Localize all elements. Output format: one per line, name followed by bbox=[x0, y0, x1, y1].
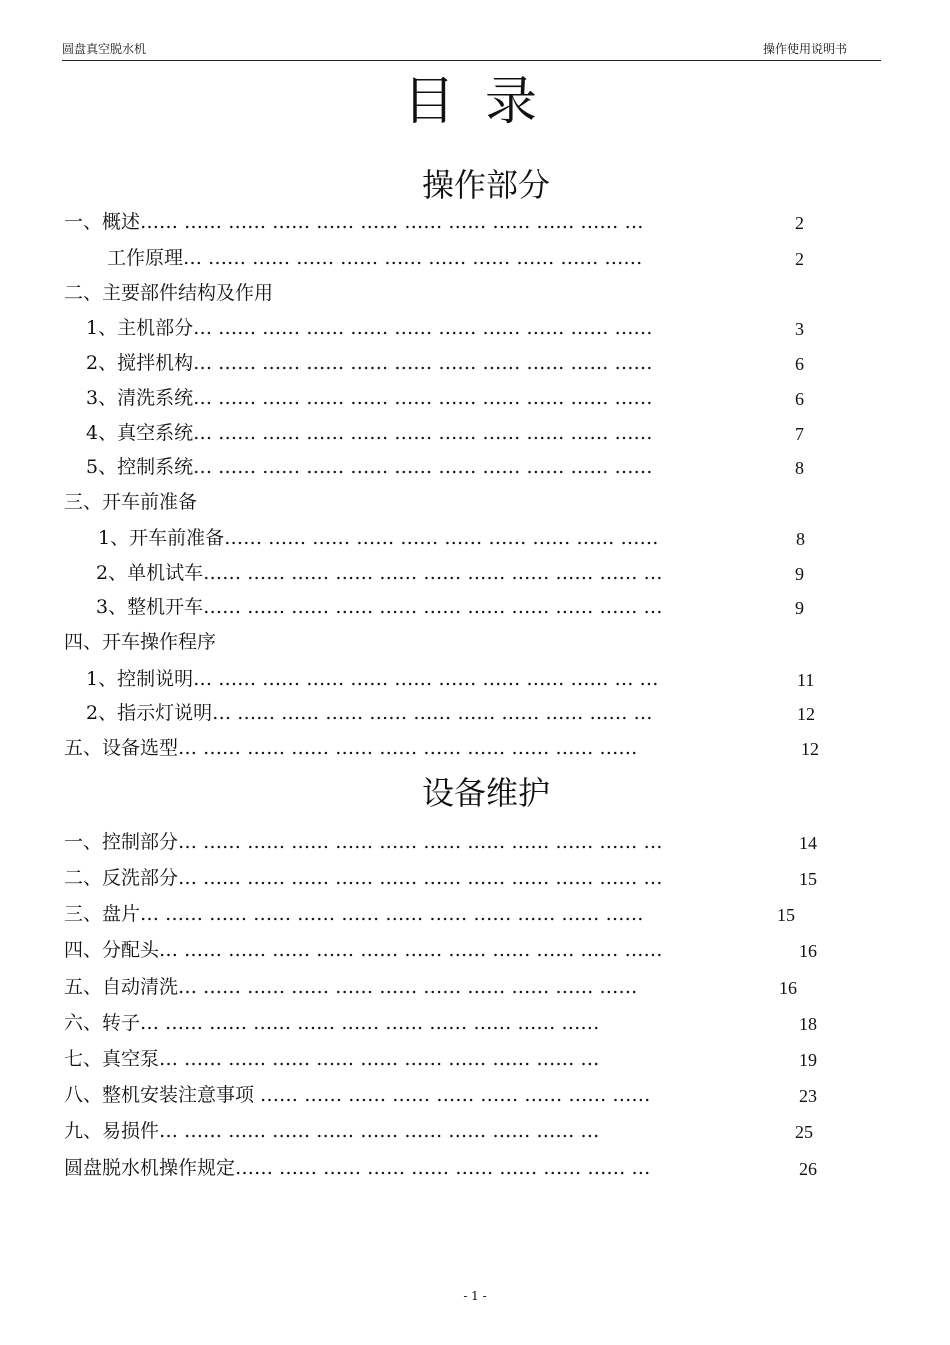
toc-entry[interactable] bbox=[64, 1118, 599, 1144]
toc-label: 四、分配头 bbox=[64, 939, 160, 961]
toc-page-number: 8 bbox=[795, 458, 804, 478]
toc-leader: … …… …… …… …… …… …… …… …… …… … bbox=[159, 1120, 600, 1142]
toc-entry[interactable] bbox=[64, 489, 197, 515]
toc-label: 八、整机安装注意事项 bbox=[64, 1084, 255, 1106]
toc-page-number: 2 bbox=[795, 213, 804, 233]
toc-label: 1、主机部分 bbox=[86, 317, 194, 339]
toc-leader: … …… …… …… …… …… …… …… …… …… … bbox=[159, 1048, 600, 1070]
toc-entry[interactable] bbox=[86, 350, 653, 376]
page-title: 目录 bbox=[402, 72, 567, 132]
toc-label: 五、自动清洗 bbox=[64, 976, 179, 998]
toc-label: 一、控制部分 bbox=[64, 831, 179, 853]
toc-leader: … …… …… …… …… …… …… …… …… …… …… …… bbox=[140, 903, 644, 925]
toc-label: 1、控制说明 bbox=[86, 668, 194, 690]
toc-label: 1、开车前准备 bbox=[98, 527, 225, 549]
toc-leader: … …… …… …… …… …… …… …… …… …… …… bbox=[193, 317, 653, 339]
toc-label: 5、控制系统 bbox=[86, 456, 194, 478]
toc-leader: …… …… …… …… …… …… …… …… …… …… … bbox=[203, 562, 663, 584]
toc-leader: … …… …… …… …… …… …… …… …… …… … … bbox=[193, 668, 659, 690]
toc-label: 2、指示灯说明 bbox=[86, 702, 213, 724]
toc-entry[interactable] bbox=[96, 560, 663, 586]
toc-page-number: 25 bbox=[795, 1122, 813, 1142]
toc-entry[interactable] bbox=[96, 594, 663, 620]
toc-page-number: 12 bbox=[797, 704, 815, 724]
toc-entry[interactable] bbox=[64, 865, 662, 891]
toc-label: 四、开车操作程序 bbox=[64, 631, 217, 653]
toc-leader: … …… …… …… …… …… …… …… …… …… …… bbox=[178, 976, 638, 998]
toc-leader: … …… …… …… …… …… …… …… …… …… …… bbox=[178, 737, 638, 759]
toc-leader: …… …… …… …… …… …… …… …… …… bbox=[254, 1084, 651, 1106]
toc-page-number: 15 bbox=[799, 869, 817, 889]
toc-entry[interactable] bbox=[64, 901, 643, 927]
toc-label: 五、设备选型 bbox=[64, 737, 179, 759]
toc-page-number: 12 bbox=[801, 739, 819, 759]
toc-leader: … …… …… …… …… …… …… …… …… …… …… bbox=[193, 352, 653, 374]
toc-leader: … …… …… …… …… …… …… …… …… …… …… bbox=[193, 387, 653, 409]
toc-entry[interactable] bbox=[98, 525, 658, 551]
header-doc-name: 圆盘真空脱水机 bbox=[62, 42, 147, 56]
toc-label: 4、真空系统 bbox=[86, 422, 194, 444]
toc-entry[interactable] bbox=[86, 315, 653, 341]
running-header bbox=[62, 40, 881, 61]
toc-page-number: 26 bbox=[799, 1159, 817, 1179]
toc-entry[interactable] bbox=[64, 280, 273, 306]
toc-page-number: 9 bbox=[795, 564, 804, 584]
toc-page-number: 16 bbox=[779, 978, 797, 998]
toc-page-number: 23 bbox=[799, 1086, 817, 1106]
toc-entry[interactable] bbox=[64, 1155, 650, 1181]
toc-entry[interactable] bbox=[64, 937, 662, 963]
page-footer-number: - 1 - bbox=[463, 1289, 487, 1303]
toc-leader: …… …… …… …… …… …… …… …… …… … bbox=[235, 1157, 651, 1179]
toc-entry[interactable] bbox=[64, 829, 662, 855]
toc-leader: … …… …… …… …… …… …… …… …… …… …… bbox=[193, 422, 653, 444]
toc-leader: … …… …… …… …… …… …… …… …… …… …… bbox=[183, 247, 643, 269]
toc-entry[interactable] bbox=[64, 974, 637, 1000]
toc-leader: … …… …… …… …… …… …… …… …… …… …… …… bbox=[159, 939, 663, 961]
toc-label: 二、主要部件结构及作用 bbox=[64, 282, 274, 304]
toc-leader: … …… …… …… …… …… …… …… …… …… … bbox=[212, 702, 653, 724]
toc-label: 七、真空泵 bbox=[64, 1048, 160, 1070]
toc-page-number: 15 bbox=[777, 905, 795, 925]
toc-leader: …… …… …… …… …… …… …… …… …… …… …… … bbox=[140, 211, 644, 233]
toc-entry[interactable] bbox=[64, 209, 643, 235]
toc-label: 3、整机开车 bbox=[96, 596, 204, 618]
section-title-maintenance: 设备维护 bbox=[421, 774, 550, 812]
toc-entry[interactable] bbox=[86, 385, 653, 411]
toc-page-number: 9 bbox=[795, 598, 804, 618]
header-doc-type: 操作使用说明书 bbox=[762, 42, 847, 56]
toc-page-number: 8 bbox=[796, 529, 805, 549]
toc-leader: … …… …… …… …… …… …… …… …… …… …… … bbox=[178, 867, 663, 889]
toc-label: 工作原理 bbox=[107, 247, 184, 269]
toc-page-number: 18 bbox=[799, 1014, 817, 1034]
toc-label: 二、反洗部分 bbox=[64, 867, 179, 889]
toc-page-number: 2 bbox=[795, 249, 804, 269]
toc-leader: … …… …… …… …… …… …… …… …… …… …… bbox=[140, 1012, 600, 1034]
toc-label: 一、概述 bbox=[64, 211, 141, 233]
toc-label: 九、易损件 bbox=[64, 1120, 160, 1142]
toc-entry[interactable] bbox=[64, 629, 216, 655]
toc-page-number: 14 bbox=[799, 833, 817, 853]
toc-leader: …… …… …… …… …… …… …… …… …… …… bbox=[224, 527, 659, 549]
toc-page-number: 3 bbox=[795, 319, 804, 339]
section-title-operation: 操作部分 bbox=[421, 166, 550, 204]
toc-label: 三、盘片 bbox=[64, 903, 141, 925]
toc-entry[interactable] bbox=[86, 666, 659, 692]
toc-page-number: 11 bbox=[797, 670, 815, 690]
toc-page-number: 6 bbox=[795, 389, 804, 409]
toc-entry[interactable] bbox=[86, 700, 653, 726]
toc-page-number: 7 bbox=[795, 424, 804, 444]
toc-entry[interactable] bbox=[86, 420, 653, 446]
toc-label: 圆盘脱水机操作规定 bbox=[64, 1157, 236, 1179]
toc-label: 2、搅拌机构 bbox=[86, 352, 194, 374]
toc-entry[interactable] bbox=[64, 735, 637, 761]
toc-label: 2、单机试车 bbox=[96, 562, 204, 584]
toc-label: 六、转子 bbox=[64, 1012, 141, 1034]
toc-page-number: 6 bbox=[795, 354, 804, 374]
toc-entry[interactable] bbox=[64, 1082, 650, 1108]
toc-label: 3、清洗系统 bbox=[86, 387, 194, 409]
toc-leader: … …… …… …… …… …… …… …… …… …… …… … bbox=[178, 831, 663, 853]
toc-entry[interactable] bbox=[64, 1010, 599, 1036]
toc-entry[interactable] bbox=[86, 454, 653, 480]
toc-entry[interactable] bbox=[64, 1046, 599, 1072]
toc-entry[interactable] bbox=[107, 245, 642, 271]
toc-page-number: 16 bbox=[799, 941, 817, 961]
toc-label: 三、开车前准备 bbox=[64, 491, 198, 513]
toc-leader: …… …… …… …… …… …… …… …… …… …… … bbox=[203, 596, 663, 618]
toc-leader: … …… …… …… …… …… …… …… …… …… …… bbox=[193, 456, 653, 478]
toc-page-number: 19 bbox=[799, 1050, 817, 1070]
